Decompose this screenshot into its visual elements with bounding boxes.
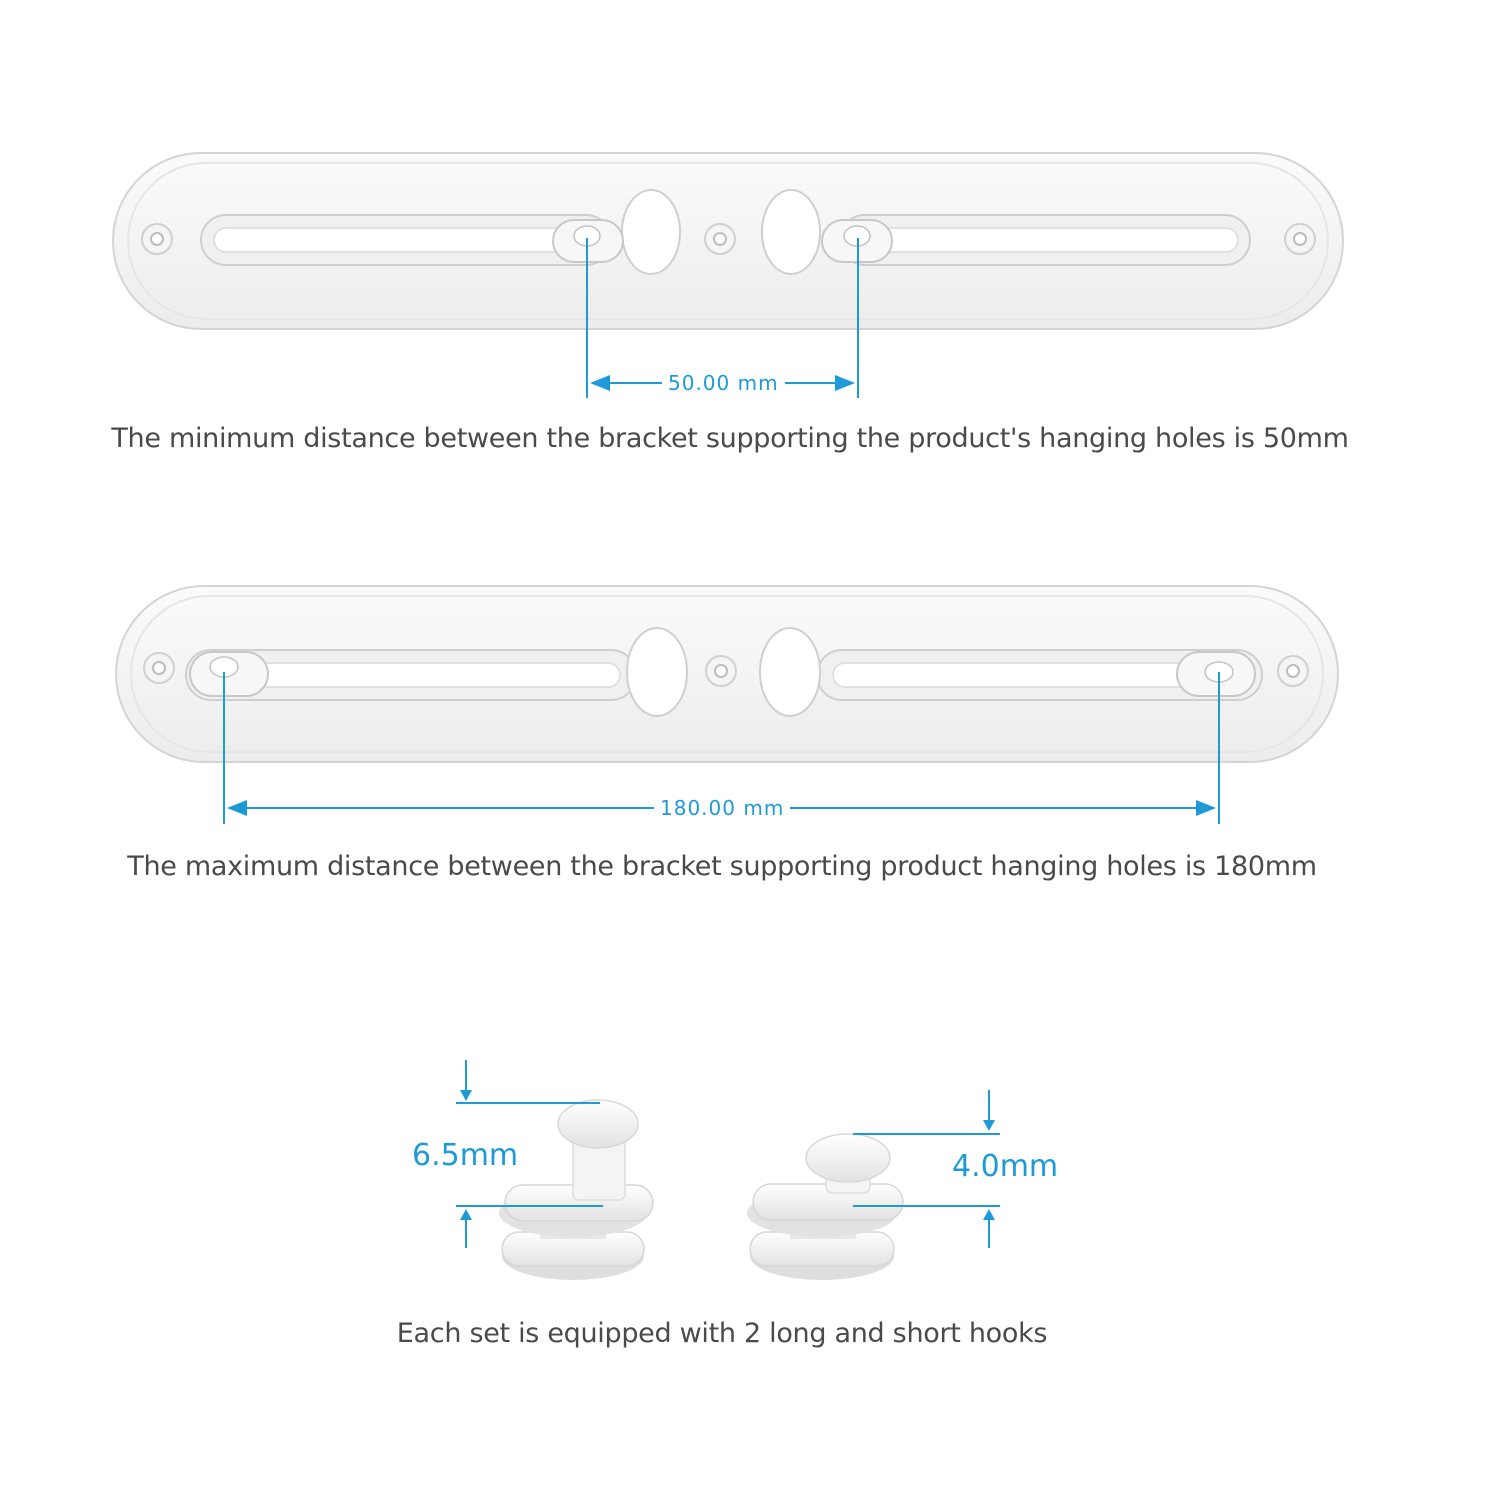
short-hook-label: 4.0mm xyxy=(952,1149,1059,1184)
min-distance-caption: The minimum distance between the bracket supporting the product's hanging holes is 50mm xyxy=(111,423,1349,454)
top-bracket xyxy=(113,153,1343,329)
long-hook-label: 6.5mm xyxy=(412,1138,519,1173)
long-hook xyxy=(499,1100,653,1280)
max-distance-caption: The maximum distance between the bracket supporting product hanging holes is 180mm xyxy=(127,851,1317,882)
max-distance-label: 180.00 mm xyxy=(654,796,790,820)
min-distance-label: 50.00 mm xyxy=(662,371,785,395)
middle-bracket xyxy=(116,586,1338,762)
hooks-caption: Each set is equipped with 2 long and short hooks xyxy=(396,1318,1048,1349)
